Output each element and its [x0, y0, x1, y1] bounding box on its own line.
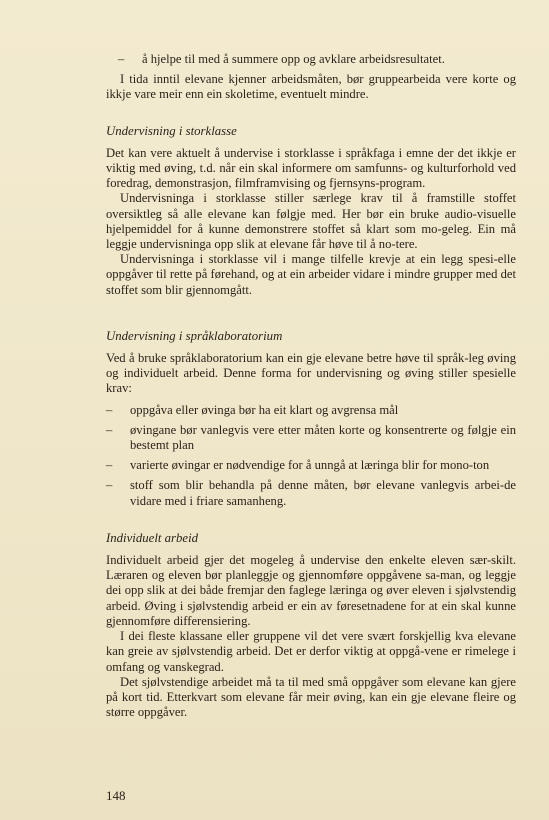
list-item-text: øvingane bør vanlegvis vere etter måten korte og konsentrerte og følgje ein bestemt plan	[130, 422, 516, 453]
intro-paragraph: I tida inntil elevane kjenner arbeidsmåten, bør gruppearbeida vere korte og ikkje vare meir enn ein skoletime, eventuelt mindre.	[106, 72, 516, 102]
section-spraklaboratorium	[106, 329, 516, 509]
dash-marker: –	[118, 52, 125, 66]
paragraph: I dei fleste klassane eller gruppene vil det vere svært forskjellig kva elevane kan greie av sjølvstendig arbeid. Det er derfor viktig at oppgå-vene er rimelege i omfang og vanskegrad.	[106, 629, 516, 674]
intro-dash-text: å hjelpe til med å summere opp og avklare arbeidsresultatet.	[142, 52, 445, 66]
list-item	[106, 423, 516, 453]
paragraph: Undervisninga i storklasse stiller særlege krav til å framstille stoffet oversiktleg så alle elevane kan følgje med. Her bør ein bruke audio-visuelle hjelpemiddel for å kunne demonstrere stoffet så klart som mo-geleg. Ein må leggje undervisninga opp slik at elevane får høve til å no-tere.	[106, 191, 516, 252]
page-number: 148	[106, 788, 126, 803]
dash-marker: –	[106, 478, 113, 493]
list-item	[106, 403, 516, 418]
section-heading: Undervisning i storklasse	[106, 123, 237, 138]
list-item-text: oppgåva eller øvinga bør ha eit klart og avgrensa mål	[130, 402, 399, 417]
list-item	[106, 458, 516, 473]
list-item	[106, 478, 516, 508]
paragraph: Ved å bruke språklaboratorium kan ein gje elevane betre høve til språk-leg øving og individuelt arbeid. Denne forma for undervisning og øving stiller spesielle krav:	[106, 351, 516, 396]
section-individuelt-arbeid	[106, 531, 516, 720]
section-storklasse	[106, 124, 516, 298]
page-content	[106, 52, 516, 720]
dash-marker: –	[106, 422, 113, 437]
paragraph: Undervisninga i storklasse vil i mange tilfelle krevje at ein legg spesi-elle oppgåver til rette på førehand, og at ein arbeider vidare i mindre grupper med det stoffet som blir gjennomgått.	[106, 252, 516, 297]
paragraph: Individuelt arbeid gjer det mogeleg å undervise den enkelte eleven sær-skilt. Læraren og eleven bør planleggje og gjennomføre oppgåvene sa-man, og leggje dei opp slik at dei både fremjar den faglege læringa og øver eleven i sjølvstendig arbeid. Øving i sjølvstendig arbeid er ein av føresetnadene for at ein skal kunne gjennomføre differensiering.	[106, 553, 516, 628]
paragraph: Det kan vere aktuelt å undervise i storklasse i språkfaga i emne der det ikkje er viktig med øving, t.d. når ein skal informere om samfunns- og kulturforhold ved foredrag, demonstrasjon, filmframvising og fjernsyns-program.	[106, 145, 516, 191]
intro-dash-item	[118, 52, 516, 67]
list-item-text: stoff som blir behandla på denne måten, bør elevane vanlegvis arbei-de vidare med i friare samanheng.	[130, 478, 516, 508]
requirements-list	[106, 403, 516, 509]
dash-marker: –	[106, 458, 113, 473]
section-heading: Undervisning i språklaboratorium	[106, 328, 283, 343]
section-heading: Individuelt arbeid	[106, 530, 199, 545]
list-item-text: varierte øvingar er nødvendige for å unngå at læringa blir for mono-ton	[130, 458, 490, 473]
dash-marker: –	[106, 402, 113, 417]
paragraph: Det sjølvstendige arbeidet må ta til med små oppgåver som elevane kan gjere på kort tid. Etterkvart som elevane får meir øving, kan ein gje elevane fleire og større oppgåver.	[106, 674, 516, 720]
